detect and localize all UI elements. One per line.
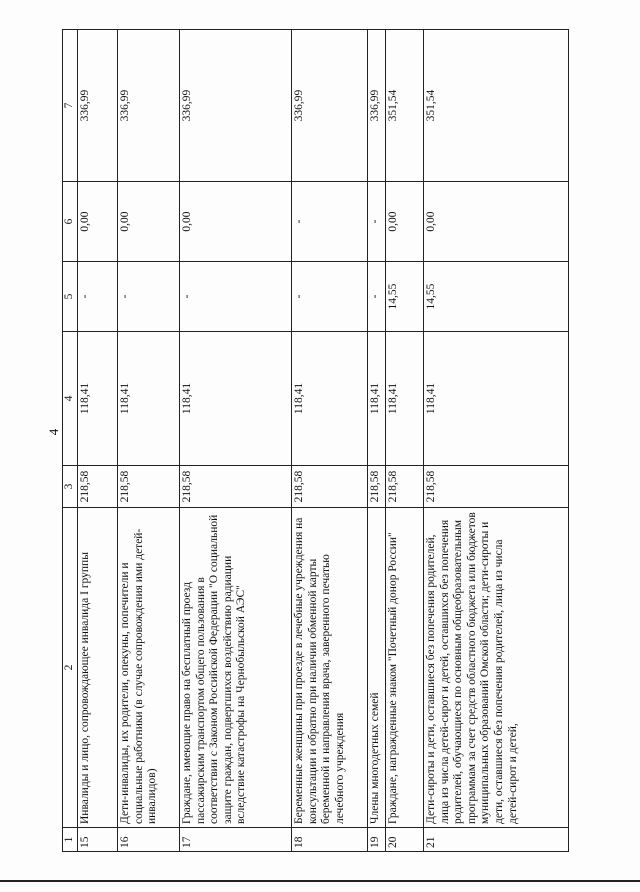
row-number: 21 bbox=[424, 828, 569, 852]
header-cell: 4 bbox=[63, 332, 78, 466]
header-cell: 3 bbox=[63, 466, 78, 508]
header-cell: 6 bbox=[63, 182, 78, 262]
row-number: 16 bbox=[118, 828, 180, 852]
cell-col4: 118,41 bbox=[386, 332, 424, 466]
cell-col5: - bbox=[368, 262, 386, 332]
row-number: 19 bbox=[368, 828, 386, 852]
table-row bbox=[386, 30, 424, 852]
table-row bbox=[368, 30, 386, 852]
header-cell: 1 bbox=[63, 828, 78, 852]
row-number: 18 bbox=[292, 828, 368, 852]
cell-col4: 118,41 bbox=[78, 332, 118, 466]
bottom-edge-line bbox=[0, 880, 640, 882]
table-row bbox=[292, 30, 368, 852]
cell-col6: - bbox=[368, 182, 386, 262]
cell-col5: - bbox=[78, 262, 118, 332]
row-number: 15 bbox=[78, 828, 118, 852]
row-description: Беременные женщины при проезде в лечебные учреждения на консультации и обратно при наличии обменной карты беременной и направления врача, заверенного печатью лечебного учреждения bbox=[292, 508, 368, 828]
cell-col7: 351,54 bbox=[386, 30, 424, 182]
row-description: Инвалиды и лицо, сопровождающее инвалида I группы bbox=[78, 508, 118, 828]
cell-col3: 218,58 bbox=[78, 466, 118, 508]
cell-col3: 218,58 bbox=[118, 466, 180, 508]
rotated-table-container bbox=[62, 30, 587, 852]
cell-col4: 118,41 bbox=[424, 332, 569, 466]
header-cell: 2 bbox=[63, 508, 78, 828]
header-cell: 7 bbox=[63, 30, 78, 182]
cell-col5: - bbox=[292, 262, 368, 332]
cell-col6: 0,00 bbox=[180, 182, 292, 262]
cell-col5: - bbox=[180, 262, 292, 332]
cell-col5: 14,55 bbox=[386, 262, 424, 332]
table-row bbox=[78, 30, 118, 852]
row-description: Граждане, имеющие право на бесплатный проезд пассажирским транспортом общего пользования в соответствии с Законом Российской Федерации "О социальной защите граждан, подвергшихся воздействию радиации вследствие катастрофы на Чернобыльской АЭС" bbox=[180, 508, 292, 828]
page-number: 4 bbox=[46, 428, 61, 436]
header-cell: 5 bbox=[63, 262, 78, 332]
table-row bbox=[118, 30, 180, 852]
cell-col6: 0,00 bbox=[118, 182, 180, 262]
table-row bbox=[180, 30, 292, 852]
row-description: Дети-сироты и дети, оставшиеся без попечения родителей, лица из числа детей-сирот и детей, оставшихся без попечения родителей, обучающиеся по основным общеобразовательным программам за счет средств областного бюджета или бюджетов муниципальных образований Омской области; дети-сироты и дети, оставшиеся без попечения родителей, лица из числа детей-сирот и детей, bbox=[424, 508, 569, 828]
cell-col3: 218,58 bbox=[180, 466, 292, 508]
row-number: 20 bbox=[386, 828, 424, 852]
cell-col6: 0,00 bbox=[424, 182, 569, 262]
cell-col7: 336,99 bbox=[180, 30, 292, 182]
cell-col3: 218,58 bbox=[424, 466, 569, 508]
cell-col4: 118,41 bbox=[368, 332, 386, 466]
cell-col6: 0,00 bbox=[78, 182, 118, 262]
cell-col7: 336,99 bbox=[78, 30, 118, 182]
row-description: Граждане, награжденные знаком "Почетный донор России" bbox=[386, 508, 424, 828]
cell-col7: 336,99 bbox=[118, 30, 180, 182]
header-row bbox=[63, 30, 78, 852]
cell-col6: - bbox=[292, 182, 368, 262]
tariff-table bbox=[62, 29, 569, 852]
cell-col7: 336,99 bbox=[368, 30, 386, 182]
cell-col4: 118,41 bbox=[118, 332, 180, 466]
cell-col5: 14,55 bbox=[424, 262, 569, 332]
cell-col4: 118,41 bbox=[180, 332, 292, 466]
cell-col4: 118,41 bbox=[292, 332, 368, 466]
row-description: Члены многодетных семей bbox=[368, 508, 386, 828]
cell-col7: 351,54 bbox=[424, 30, 569, 182]
cell-col6: 0,00 bbox=[386, 182, 424, 262]
row-description: Дети-инвалиды, их родители, опекуны, попечители и социальные работники (в случае сопровождения ими детей-инвалидов) bbox=[118, 508, 180, 828]
cell-col3: 218,58 bbox=[386, 466, 424, 508]
row-number: 17 bbox=[180, 828, 292, 852]
cell-col3: 218,58 bbox=[368, 466, 386, 508]
cell-col7: 336,99 bbox=[292, 30, 368, 182]
cell-col3: 218,58 bbox=[292, 466, 368, 508]
cell-col5: - bbox=[118, 262, 180, 332]
table-row bbox=[424, 30, 569, 852]
